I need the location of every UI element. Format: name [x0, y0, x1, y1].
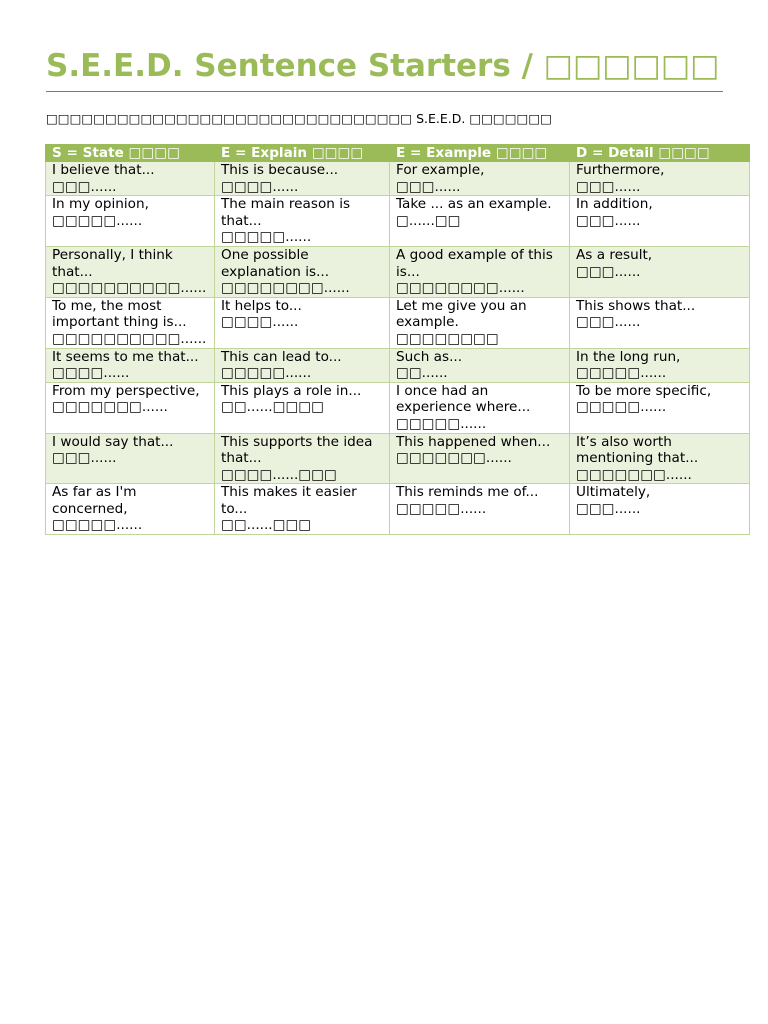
english-starter: This supports the idea that...: [221, 433, 373, 467]
header-detail: D = Detail □□□□: [570, 145, 750, 162]
english-starter: Furthermore,: [576, 162, 665, 178]
translated-starter: □□□□□□□□□□......: [52, 330, 207, 347]
translated-starter: □□□□□......: [221, 229, 312, 246]
english-starter: To me, the most important thing is...: [52, 297, 187, 331]
table-cell-example: [390, 196, 570, 247]
header-state: S = State □□□□: [46, 145, 215, 162]
table-cell-explain: [215, 196, 390, 247]
english-starter: As far as I'm concerned,: [52, 484, 137, 517]
translated-starter: □□□□□......: [221, 365, 312, 382]
english-starter: I once had an experience where...: [396, 382, 531, 416]
table-header-row: [46, 145, 750, 162]
english-starter: A good example of this is...: [396, 246, 553, 280]
english-starter: This can lead to...: [221, 348, 342, 365]
english-starter: In my opinion,: [52, 196, 149, 213]
table-cell-detail: [570, 162, 750, 196]
table-cell-state: [46, 162, 215, 196]
translated-starter: □□......: [396, 365, 448, 382]
table-cell-detail: [570, 484, 750, 535]
table-cell-explain: [215, 433, 390, 484]
table-cell-example: [390, 162, 570, 196]
table-cell-explain: [215, 484, 390, 535]
english-starter: In the long run,: [576, 348, 681, 365]
table-row: [46, 196, 750, 247]
table-cell-example: [390, 382, 570, 433]
translated-starter: □□□□□□□......: [576, 466, 692, 483]
title-divider: [46, 91, 723, 92]
english-starter: Such as...: [396, 348, 463, 365]
table-cell-example: [390, 297, 570, 348]
table-cell-explain: [215, 246, 390, 297]
translated-starter: □□□□□......: [576, 365, 667, 382]
table-cell-example: [390, 433, 570, 484]
translated-starter: □□□□□□□□: [396, 330, 499, 347]
english-starter: It’s also worth mentioning that...: [576, 433, 699, 467]
translated-starter: □□□......: [52, 450, 117, 467]
english-starter: It seems to me that...: [52, 348, 199, 365]
translated-starter: □□□□□......: [52, 212, 143, 229]
table-row: [46, 382, 750, 433]
translated-starter: □□□□□□□□......: [396, 280, 525, 297]
translated-starter: □□□......: [576, 178, 641, 195]
intro-text: □□□□□□□□□□□□□□□□□□□□□□□□□□□□□□□ S.E.E.D. □□□□□□□: [46, 111, 552, 126]
translated-starter: □□□......: [52, 178, 117, 195]
table-cell-example: [390, 484, 570, 535]
translated-starter: □□□□......□□□: [221, 466, 337, 483]
translated-starter: □□□□□......: [52, 517, 143, 534]
translated-starter: □□□□......: [221, 314, 299, 331]
english-starter: As a result,: [576, 246, 653, 263]
table-cell-detail: [570, 196, 750, 247]
table-cell-explain: [215, 382, 390, 433]
table-cell-detail: [570, 297, 750, 348]
english-starter: I believe that...: [52, 162, 155, 178]
translated-starter: □□□□......: [52, 365, 130, 382]
english-starter: This plays a role in...: [221, 382, 362, 399]
table-cell-detail: [570, 433, 750, 484]
page-title: S.E.E.D. Sentence Starters / □□□□□□: [46, 48, 720, 84]
english-starter: Personally, I think that...: [52, 246, 173, 280]
translated-starter: □□□□......: [221, 178, 299, 195]
table-cell-state: [46, 246, 215, 297]
translated-starter: □□□□□□□......: [52, 399, 168, 416]
english-starter: I would say that...: [52, 433, 174, 450]
translated-starter: □□□□□□□□......: [221, 280, 350, 297]
table-cell-detail: [570, 348, 750, 382]
table-row: [46, 246, 750, 297]
table-body: [46, 162, 750, 535]
english-starter: This happened when...: [396, 433, 551, 450]
header-explain: E = Explain □□□□: [215, 145, 390, 162]
table-cell-detail: [570, 382, 750, 433]
translated-starter: □□□......: [576, 500, 641, 517]
table-row: [46, 484, 750, 535]
translated-starter: □□□□□......: [396, 500, 487, 517]
english-starter: The main reason is that...: [221, 196, 351, 229]
header-example: E = Example □□□□: [390, 145, 570, 162]
table-cell-state: [46, 196, 215, 247]
table-cell-explain: [215, 162, 390, 196]
english-starter: This shows that...: [576, 297, 696, 314]
translated-starter: □□□......: [576, 263, 641, 280]
english-starter: It helps to...: [221, 297, 302, 314]
translated-starter: □□□......: [576, 212, 641, 229]
table-row: [46, 433, 750, 484]
translated-starter: □□□□□......: [576, 399, 667, 416]
translated-starter: □□□......: [396, 178, 461, 195]
table-cell-explain: [215, 348, 390, 382]
english-starter: One possible explanation is...: [221, 246, 330, 280]
translated-starter: □□□□□□□......: [396, 450, 512, 467]
sentence-starters-table: [45, 144, 750, 535]
table-cell-state: [46, 348, 215, 382]
table-row: [46, 162, 750, 196]
table-row: [46, 348, 750, 382]
translated-starter: □......□□: [396, 212, 461, 229]
english-starter: In addition,: [576, 196, 653, 213]
english-starter: Ultimately,: [576, 484, 651, 501]
english-starter: This reminds me of...: [396, 484, 539, 501]
table-cell-state: [46, 382, 215, 433]
english-starter: This makes it easier to...: [221, 484, 357, 517]
translated-starter: □□......□□□: [221, 517, 312, 534]
translated-starter: □□□......: [576, 314, 641, 331]
table-row: [46, 297, 750, 348]
table-cell-detail: [570, 246, 750, 297]
english-starter: Take ... as an example.: [396, 196, 552, 213]
table-cell-state: [46, 297, 215, 348]
table-cell-state: [46, 433, 215, 484]
english-starter: For example,: [396, 162, 485, 178]
table-cell-example: [390, 246, 570, 297]
english-starter: This is because...: [221, 162, 339, 178]
table-cell-explain: [215, 297, 390, 348]
table-cell-example: [390, 348, 570, 382]
english-starter: Let me give you an example.: [396, 297, 527, 331]
table-cell-state: [46, 484, 215, 535]
english-starter: To be more specific,: [576, 382, 712, 399]
translated-starter: □□□□□......: [396, 415, 487, 432]
english-starter: From my perspective,: [52, 382, 200, 399]
translated-starter: □□□□□□□□□□......: [52, 280, 207, 297]
translated-starter: □□......□□□□: [221, 399, 324, 416]
